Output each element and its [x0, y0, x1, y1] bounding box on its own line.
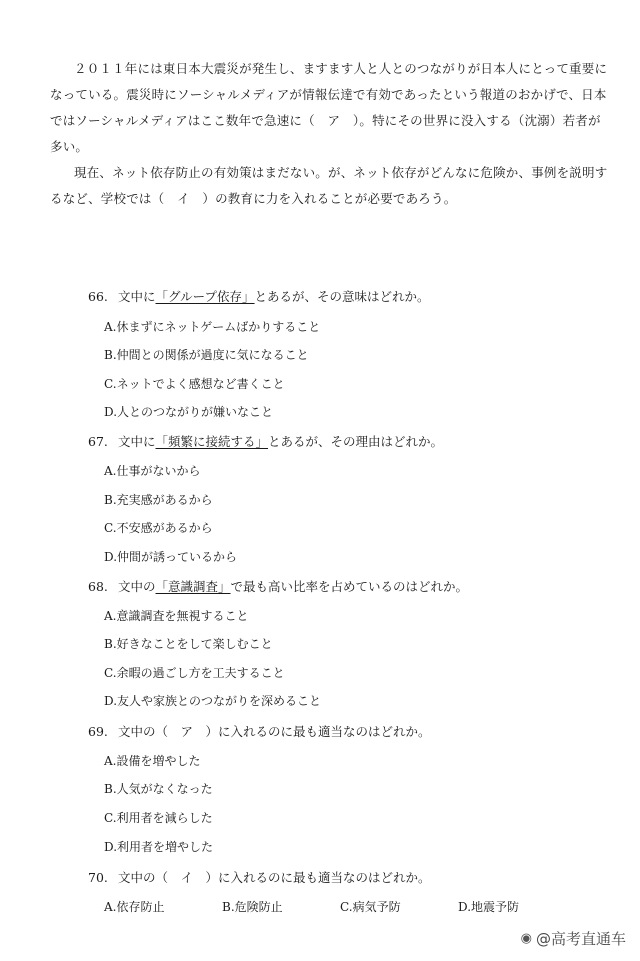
- option-66-d: D.人とのつながりが嫌いなこと: [104, 405, 274, 419]
- watermark: [521, 928, 626, 949]
- option-69-d: D.利用者を増やした: [104, 840, 214, 854]
- question-text: 文中の（ ア ）に入れるのに最も適当なのはどれか。: [118, 724, 431, 739]
- question-number: 69.: [88, 724, 108, 739]
- question-text-pre: 文中に: [118, 289, 156, 304]
- question-text-post: とあるが、その理由はどれか。: [268, 434, 444, 449]
- reading-passage: [50, 56, 610, 212]
- passage-paragraph-2: 現在、ネット依存防止の有効策はまだない。が、ネット依存がどんなに危険か、事例を説明するなど、学校では（ イ ）の教育に力を入れることが必要であろう。: [50, 165, 608, 206]
- question-number: 68.: [88, 579, 108, 594]
- option-70-c: C.病気予防: [340, 900, 401, 914]
- option-70-a: A.依存防止: [104, 900, 165, 914]
- option-66-c: C.ネットでよく感想など書くこと: [104, 377, 285, 391]
- options-row-70: [104, 898, 576, 915]
- option-67-d: D.仲間が誘っているから: [104, 550, 238, 564]
- option-69-a: A.設備を増やした: [104, 754, 201, 768]
- option-70-b: B.危険防止: [222, 900, 283, 914]
- option-70-d: D.地震予防: [458, 900, 520, 914]
- question-term: 「頻繁に接続する」: [155, 434, 269, 449]
- option-68-b: B.好きなことをして楽しむこと: [104, 637, 273, 651]
- watermark-text: @高考直通车: [535, 930, 626, 948]
- option-67-c: C.不安感があるから: [104, 521, 213, 535]
- question-number: 70.: [88, 870, 108, 885]
- option-69-c: C.利用者を減らした: [104, 811, 213, 825]
- question-term: 「グループ依存」: [155, 289, 255, 304]
- option-66-a: A.休まずにネットゲームばかりすること: [104, 320, 321, 334]
- question-text-pre: 文中の: [118, 579, 156, 594]
- option-68-c: C.余暇の過ごし方を工夫すること: [104, 666, 285, 680]
- question-number: 67.: [88, 434, 108, 449]
- question-term: 「意識調査」: [155, 579, 231, 594]
- question-text-pre: 文中に: [118, 434, 156, 449]
- option-67-b: B.充実感があるから: [104, 493, 213, 507]
- question-68: [88, 577, 468, 595]
- weibo-icon: ◉: [520, 931, 532, 946]
- question-text: 文中の（ イ ）に入れるのに最も適当なのはどれか。: [118, 870, 431, 885]
- question-67: [88, 432, 443, 450]
- option-67-a: A.仕事がないから: [104, 464, 201, 478]
- question-text-post: で最も高い比率を占めているのはどれか。: [230, 579, 469, 594]
- question-number: 66.: [88, 289, 108, 304]
- question-66: [88, 287, 430, 305]
- passage-paragraph-1: ２０１１年には東日本大震災が発生し、ますます人と人とのつながりが日本人にとって重要になっている。震災時にソーシャルメディアが情報伝達で有効であったという報道のおかげで、日本ではソーシャルメディアはここ数年で急速に（ ア ）。特にその世界に没入する（沈溺）若者が多い。: [50, 61, 608, 154]
- question-70: [88, 868, 431, 886]
- option-68-a: A.意識調査を無視すること: [104, 609, 249, 623]
- option-69-b: B.人気がなくなった: [104, 782, 213, 796]
- question-69: [88, 722, 431, 740]
- option-68-d: D.友人や家族とのつながりを深めること: [104, 694, 322, 708]
- question-text-post: とあるが、その意味はどれか。: [254, 289, 430, 304]
- option-66-b: B.仲間との関係が過度に気になること: [104, 348, 309, 362]
